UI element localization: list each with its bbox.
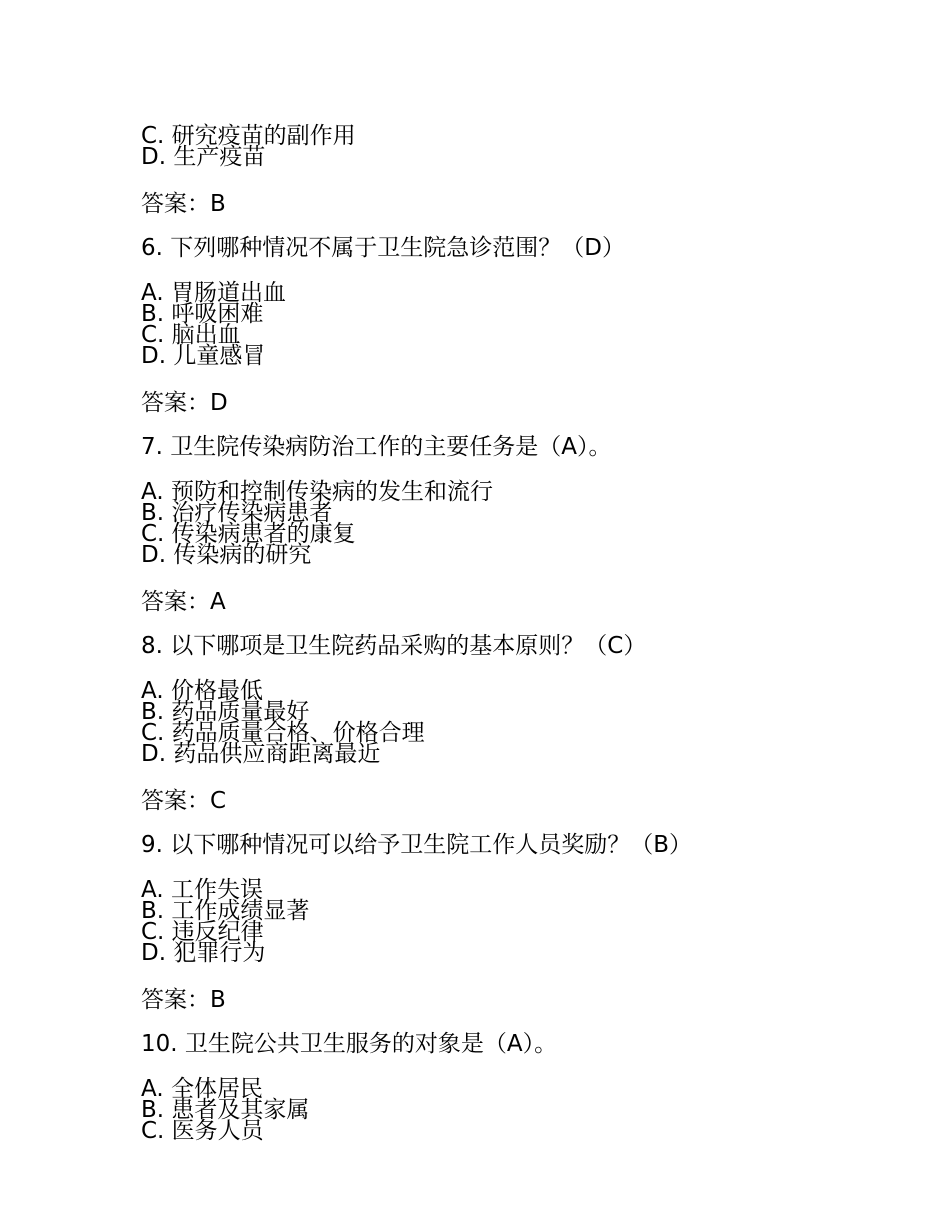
question-8-options xyxy=(141,678,901,767)
option-c: C. 医务人员 xyxy=(141,1118,264,1144)
option-a: A. 价格最低 xyxy=(141,678,263,704)
question-7-options xyxy=(141,479,901,568)
option-a: A. 工作失误 xyxy=(141,877,263,903)
answer-line: 答案：A xyxy=(141,589,226,615)
answer-line: 答案：B xyxy=(141,191,226,217)
option-c: C. 脑出血 xyxy=(141,322,241,348)
option-b: B. 患者及其家属 xyxy=(141,1097,310,1123)
option-d: D. 药品供应商距离最近 xyxy=(141,741,381,767)
answer-line: 答案：D xyxy=(141,390,228,416)
option-a: A. 预防和控制传染病的发生和流行 xyxy=(141,479,493,505)
document-content xyxy=(141,105,901,1142)
option-c: C. 研究疫苗的副作用 xyxy=(141,123,356,149)
answer-line: 答案：C xyxy=(141,788,227,814)
question-10-options xyxy=(141,1076,901,1144)
question-9-options xyxy=(141,877,901,966)
continued-options xyxy=(141,123,901,170)
question-7: 7. 卫生院传染病防治工作的主要任务是（A）。 xyxy=(141,434,612,460)
question-10: 10. 卫生院公共卫生服务的对象是（A）。 xyxy=(141,1031,558,1057)
option-b: B. 呼吸困难 xyxy=(141,301,264,327)
option-d: D. 传染病的研究 xyxy=(141,542,312,568)
option-b: B. 工作成绩显著 xyxy=(141,898,310,924)
question-8: 8. 以下哪项是卫生院药品采购的基本原则？（C） xyxy=(141,633,647,659)
question-6-options xyxy=(141,280,901,369)
option-a: A. 全体居民 xyxy=(141,1076,263,1102)
option-b: B. 治疗传染病患者 xyxy=(141,500,333,526)
option-d: D. 犯罪行为 xyxy=(141,940,266,966)
question-9: 9. 以下哪种情况可以给予卫生院工作人员奖励？（B） xyxy=(141,832,693,858)
question-6: 6. 下列哪种情况不属于卫生院急诊范围？（D） xyxy=(141,235,625,261)
option-b: B. 药品质量最好 xyxy=(141,699,310,725)
option-c: C. 药品质量合格、价格合理 xyxy=(141,720,425,746)
answer-line: 答案：B xyxy=(141,987,226,1013)
option-c: C. 传染病患者的康复 xyxy=(141,521,356,547)
option-d: D. 生产疫苗 xyxy=(141,144,266,170)
option-c: C. 违反纪律 xyxy=(141,919,264,945)
option-a: A. 胃肠道出血 xyxy=(141,280,286,306)
option-d: D. 儿童感冒 xyxy=(141,343,266,369)
